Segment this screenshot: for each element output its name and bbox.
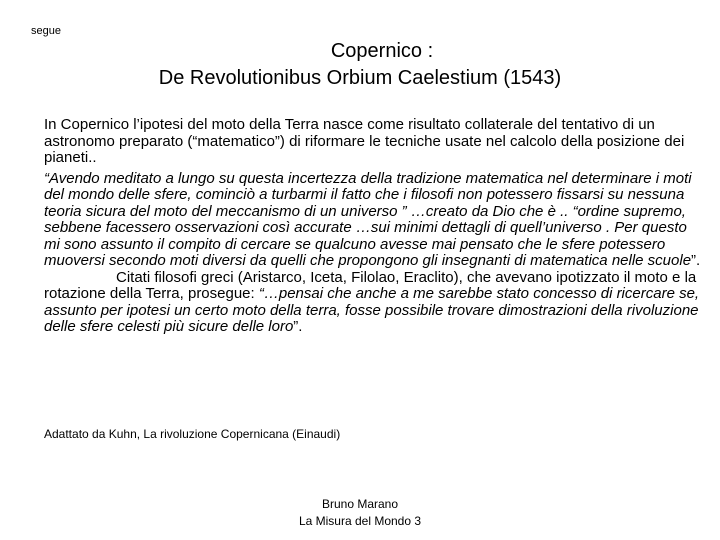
quote-text: “Avendo meditato a lungo su questa incertezza della tradizione matematica nel determinare i moti del mondo delle sfere, cominciò a turbarmi il fatto che i filosofi non potessero fissarsi su nessuna teoria sicura del moto del meccanismo di un universo ” …creato da Dio che è .. “ordine supremo, sebbene facessero osservazioni così accurate …sui minimi dettagli di quell’universo . Per questo mi sono assunto il compito di cercare se qualcuno avesse mai pensato che le sfere potessero muoversi secondo moti diversi da quelli che propongono gli insegnanti di matematica nelle scuole <box>44 169 692 269</box>
second-paragraph-lead: Citati filosofi greci (Aristarco, Iceta, Filolao, Eraclito), che avevano ipotizzato il moto e la rotazione della Terra, prosegue: <box>44 268 697 302</box>
title-line-2: De Revolutionibus Orbium Caelestium (1543) <box>158 67 562 89</box>
corner-label: segue <box>31 25 61 37</box>
slide-title <box>0 38 720 92</box>
body-text <box>44 117 704 336</box>
second-paragraph <box>44 270 704 336</box>
second-quote-end: ”. <box>293 318 303 335</box>
footer-course: La Misura del Mondo 3 <box>298 514 422 528</box>
quote-end: ”. <box>691 252 701 269</box>
second-quote-text: “…pensai che anche a me sarebbe stato concesso di ricercare se, assunto per ipotesi un certo moto della terra, fosse possibile trovare dimostrazioni della rivoluzione delle sfere celesti più sicure delle loro <box>44 285 700 335</box>
intro-paragraph: In Copernico l’ipotesi del moto della Terra nasce come risultato collaterale del tentativo di un astronomo preparato (“matematico”) di riformare le tecniche usate nel calcolo della posizione dei pianeti.. <box>44 116 685 166</box>
title-line-1: Copernico : <box>330 40 434 62</box>
footer <box>0 496 720 530</box>
source-citation: Adattato da Kuhn, La rivoluzione Copernicana (Einaudi) <box>44 427 341 441</box>
footer-author: Bruno Marano <box>321 497 399 511</box>
quote-paragraph <box>44 171 704 270</box>
